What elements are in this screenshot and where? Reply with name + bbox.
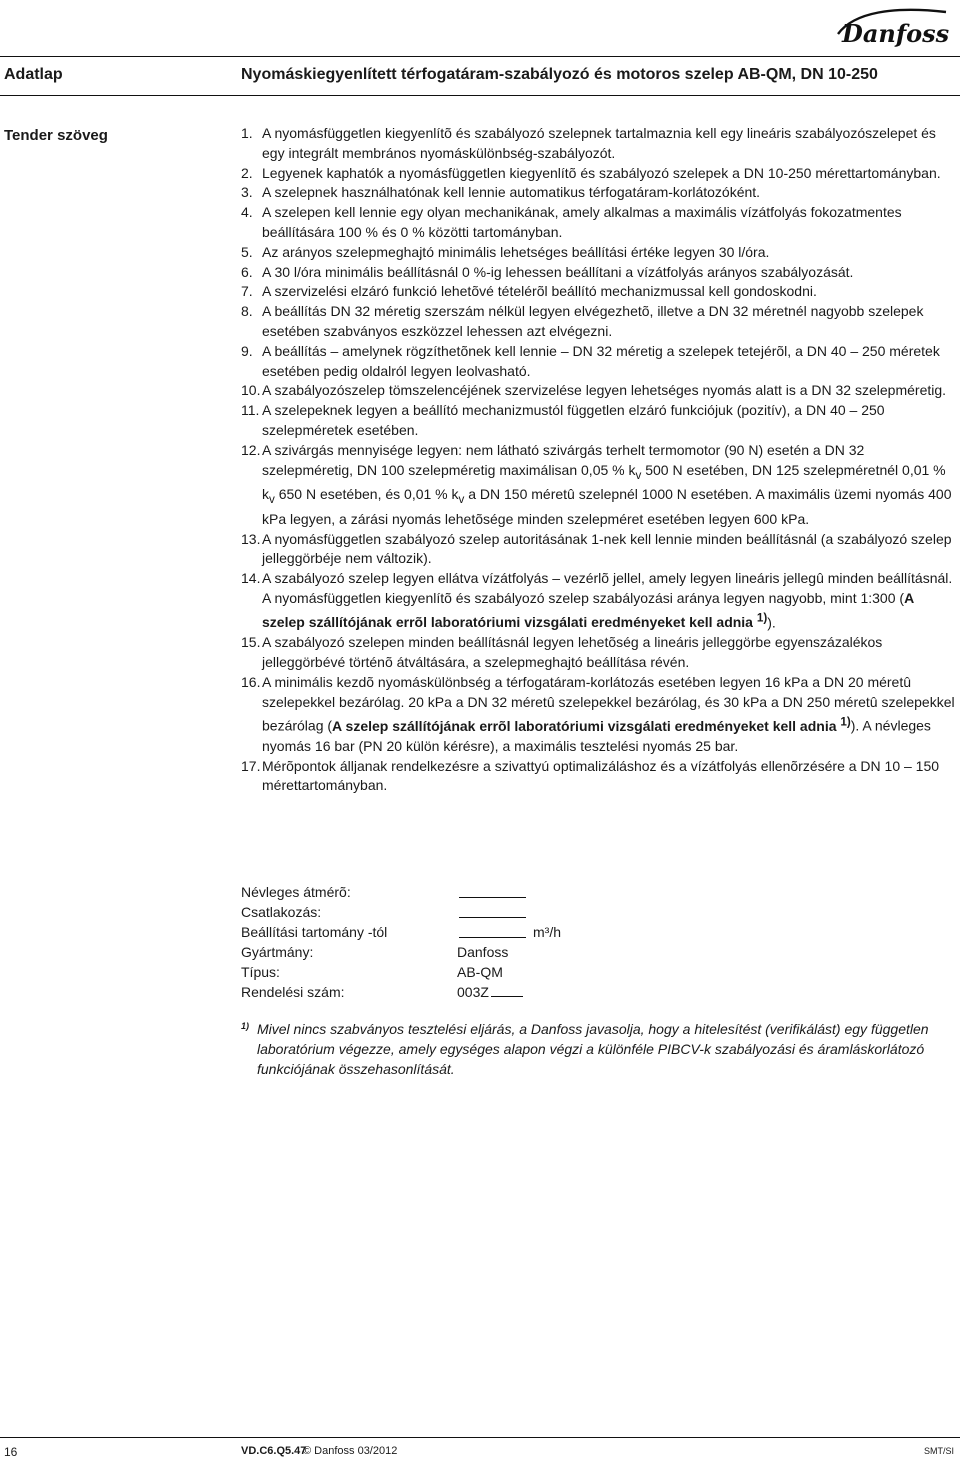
item-text: A szabályozószelep tömszelencéjének szervizelése legyen lehetséges nyomás alatt is a DN 32 szelepméretig. <box>262 382 947 399</box>
item-text: A nyomásfüggetlen szabályozó szelep autoritásának 1-nek kell lennie minden beállításnál (a szabályozó szelep jelleggörbéje nem változik). <box>262 530 952 567</box>
spec-table <box>241 882 641 1002</box>
item-text: A szervizelési elzáró funkció lehetõvé tételérõl beállító mechanizmussal kell gondoskodni. <box>262 283 817 300</box>
footnote <box>241 1020 931 1079</box>
item-number: 3. <box>241 184 253 201</box>
item-text: A szelepeknek legyen a beállító mechanizmustól független elzáró funkciójuk (pozitív), a DN 40 – 250 szelepméretek esetében. <box>262 402 885 438</box>
tender-item <box>241 164 956 184</box>
doc-type-label: Adatlap <box>4 66 63 83</box>
item-text: Legyenek kaphatók a nyomásfüggetlen kiegyenlítõ és szabályozó szelepek a DN 10-250 mérettartományban. <box>262 164 941 181</box>
tender-item <box>241 441 956 530</box>
spec-value <box>457 982 523 1002</box>
page-title: Nyomáskiegyenlített térfogatáram-szabályozó és motoros szelep AB-QM, DN 10-250 <box>241 66 878 83</box>
document-header <box>0 56 960 96</box>
page-number: 16 <box>4 1445 18 1459</box>
spec-row-type <box>241 962 641 982</box>
item-number: 5. <box>241 243 253 260</box>
spec-label: Csatlakozás: <box>241 904 322 920</box>
tender-item <box>241 282 956 302</box>
item-text: A szabályozó szelepen minden beállításnál legyen lehetõség a lineáris jelleggörbe egyenszázalékos jelleggörbévé történõ átváltására, a szelepmeghajtó beállítása révén. <box>262 634 883 670</box>
tender-item <box>241 124 956 164</box>
section-label: Tender szöveg <box>4 127 108 144</box>
item-number: 14. <box>241 570 261 587</box>
document-code: VD.C6.Q5.47 <box>241 1445 307 1457</box>
item-text: A beállítás – amelynek rögzíthetõnek kell lennie – DN 32 méretig a szelepek tetejérõl, a DN 40 – 250 méretek esetében pedig oldalról legyen leolvasható. <box>262 342 940 379</box>
footnote-text: Mivel nincs szabványos tesztelési eljárás, a Danfoss javasolja, hogy a hitelesítést (verifikálást) egy független laboratórium végezze, amely egységes alapon végzi a különféle PIBCV-k szabályozási és áramláskorlátozó funkciójának összehasonlítását. <box>257 1021 929 1077</box>
tender-item <box>241 263 956 283</box>
spec-row-nominal-diameter <box>241 882 641 902</box>
spec-row-setting-range <box>241 922 641 942</box>
order-number-prefix: 003Z <box>457 984 489 1000</box>
spec-label: Beállítási tartomány -tól <box>241 924 388 940</box>
item-text: A nyomásfüggetlen kiegyenlítõ és szabályozó szelepnek tartalmaznia kell egy lineáris szabályozószelepet és egy integrált membrános nyomáskülönbség-szabályozót. <box>262 125 936 161</box>
spec-row-connection <box>241 902 641 922</box>
item-number: 1. <box>241 125 253 141</box>
spec-row-manufacturer <box>241 942 641 962</box>
item-text: A minimális kezdõ nyomáskülönbség a térfogatáram-korlátozás esetében legyen 16 kPa a DN 20 méretû szelepekkel bezárólag. 20 kPa a DN 32 méretû szelepekkel bezárólag, és 30 kPa a DN 250 méretû szelepekkel bezárólag (A szelep szállítójának errõl laboratóriumi vizsgálati eredményeket kell adnia $^{1)}$). A névleges nyomás 16 bar (PN 20 külön kérésre), a maximális tesztelési nyomás 25 bar. <box>262 673 955 754</box>
item-number: 16. <box>241 673 261 690</box>
tender-item <box>241 757 956 797</box>
tender-item <box>241 203 956 243</box>
footnote-mark: 1) <box>241 1021 250 1031</box>
tender-item <box>241 183 956 203</box>
fill-in-line <box>459 937 526 938</box>
item-number: 2. <box>241 164 253 181</box>
item-text: A szelepen kell lennie egy olyan mechanikának, amely alkalmas a maximális vízátfolyás fokozatmentes beállítására 100 % és 0 % közötti tartományban. <box>262 204 902 240</box>
tender-item <box>241 342 956 382</box>
spec-label: Névleges átmérõ: <box>241 884 351 900</box>
tender-item <box>241 633 956 673</box>
fill-in-line <box>459 917 526 918</box>
item-number: 9. <box>241 342 253 359</box>
item-number: 17. <box>241 757 261 774</box>
spec-label: Gyártmány: <box>241 944 314 960</box>
item-number: 4. <box>241 204 253 221</box>
tender-item <box>241 302 956 342</box>
item-number: 6. <box>241 263 253 280</box>
page-footer <box>0 1437 960 1462</box>
item-text: Az arányos szelepmeghajtó minimális lehetséges beállítási értéke legyen 30 l/óra. <box>262 243 770 260</box>
spec-value: AB-QM <box>457 964 503 980</box>
spec-label: Rendelési szám: <box>241 984 345 1000</box>
item-number: 15. <box>241 634 261 651</box>
item-text: A szabályozó szelep legyen ellátva vízátfolyás – vezérlõ jellel, amely legyen lineáris jellegû minden beállításnál. A nyomásfüggetlen kiegyenlítõ és szabályozó szelep szabályozási aránya legyen nagyobb, mint 1:300 (A szelep szállítójának errõl laboratóriumi vizsgálati eredményeket kell adnia $^{1)}$). <box>262 570 953 631</box>
spec-row-order-number <box>241 982 641 1002</box>
spec-unit: m³/h <box>533 924 561 940</box>
spec-value: Danfoss <box>457 944 509 960</box>
tender-item <box>241 530 956 570</box>
tender-item <box>241 401 956 441</box>
item-text: A szivárgás mennyisége legyen: nem látható szivárgás terhelt termomotor (90 N) esetén a DN 32 szelepméretig, DN 100 szelepméretig maximálisan 0,05 % $k_v$ 500 N esetében, DN 125 szelepméretnél 0,01 % $k_v$ 650 N esetében, és 0,01 % $k_v$ a DN 150 méretû szelepnél 1000 N esetében. A maximális üzemi nyomás 400 kPa legyen, a zárási nyomás lehetõsége minden szelepméret esetében legyen 600 kPa. <box>262 441 952 527</box>
tender-item <box>241 673 956 757</box>
item-number: 10. <box>241 382 261 399</box>
department-code: SMT/SI <box>923 1446 954 1456</box>
item-number: 13. <box>241 530 261 547</box>
fill-in-line <box>459 897 526 898</box>
copyright: © Danfoss 03/2012 <box>303 1445 398 1457</box>
fill-in-line <box>491 982 523 997</box>
item-text: A szelepnek használhatónak kell lennie automatikus térfogatáram-korlátozóként. <box>262 184 761 201</box>
item-text: A beállítás DN 32 méretig szerszám nélkül legyen elvégezhetõ, illetve a DN 32 méretnél nagyobb szelepek esetében szabványos eszközzel lehessen azt elvégezni. <box>262 303 924 339</box>
tender-item <box>241 381 956 401</box>
danfoss-logo <box>834 4 952 48</box>
item-number: 7. <box>241 283 253 300</box>
item-number: 8. <box>241 303 253 320</box>
tender-text-list <box>241 124 956 796</box>
tender-item <box>241 243 956 263</box>
tender-item <box>241 569 956 633</box>
spec-label: Típus: <box>241 964 280 980</box>
item-number: 12. <box>241 441 261 458</box>
item-text: A 30 l/óra minimális beállításnál 0 %-ig lehessen beállítani a vízátfolyás arányos szabályozását. <box>262 263 854 280</box>
logo-wordmark: Danfoss <box>842 19 950 48</box>
item-number: 11. <box>241 402 260 419</box>
item-text: Mérõpontok álljanak rendelkezésre a szivattyú optimalizáláshoz és a vízátfolyás ellenõrzésére a DN 10 – 150 mérettartományban. <box>262 757 940 794</box>
